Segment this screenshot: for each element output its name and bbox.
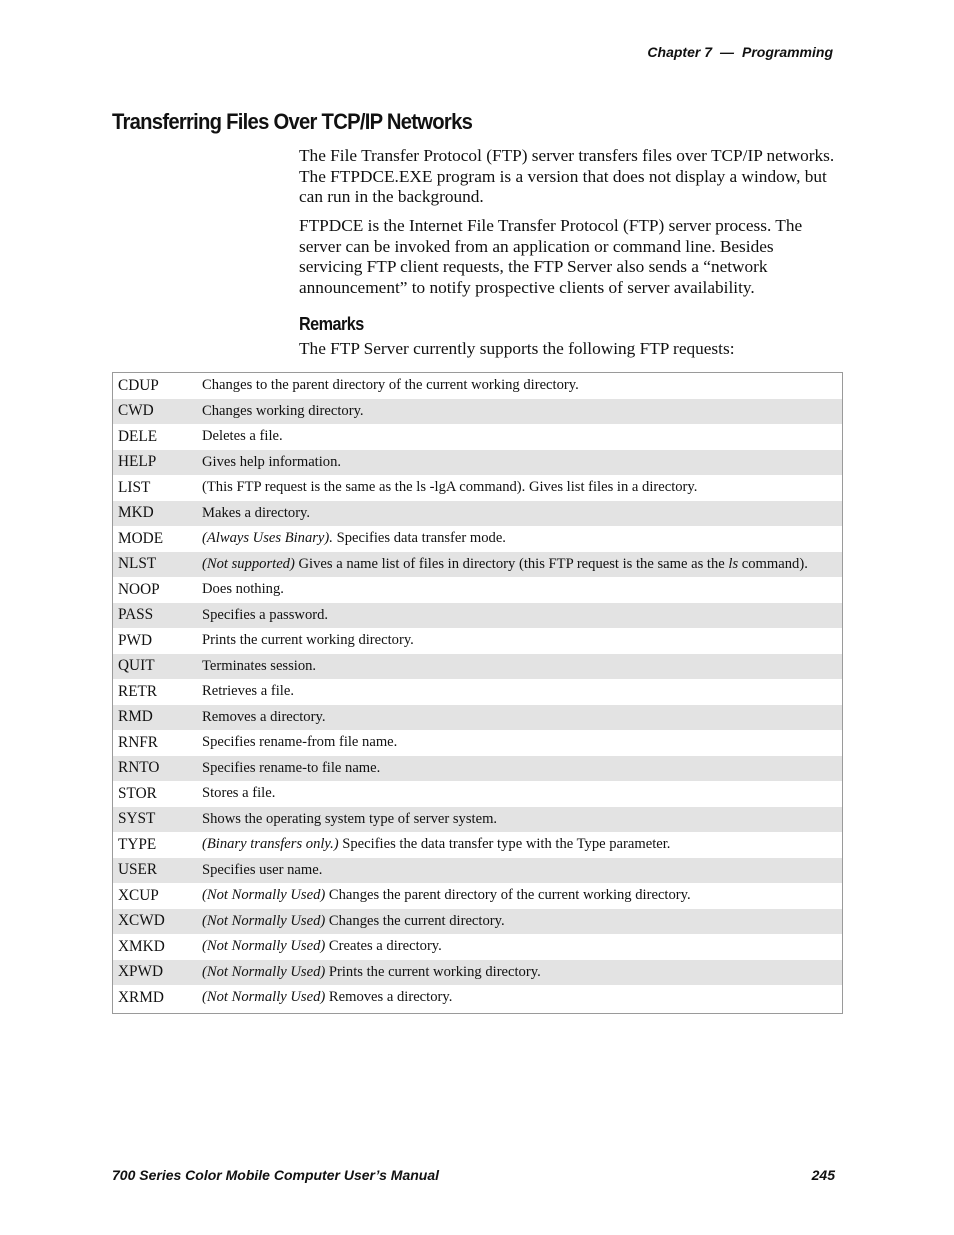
command-description-tail: command).: [741, 555, 808, 572]
remarks-heading: Remarks: [299, 314, 364, 334]
command-name: XPWD: [118, 963, 164, 981]
command-description-text: Changes the parent directory of the current working directory.: [328, 887, 691, 904]
command-name: RMD: [118, 708, 153, 726]
command-description: [202, 734, 842, 751]
command-name: DELE: [118, 427, 158, 445]
command-description-text: Deletes a file.: [202, 428, 283, 445]
header-separator: —: [719, 44, 734, 60]
table-row: [113, 960, 842, 986]
command-note: (Not Normally Used): [202, 912, 326, 929]
command-description-text: Specifies data transfer mode.: [336, 530, 506, 547]
command-description-text: Specifies user name.: [202, 861, 323, 878]
command-description-text: Stores a file.: [202, 785, 276, 802]
command-description-text: Changes the current directory.: [328, 912, 505, 929]
server-description-paragraph: FTPDCE is the Internet File Transfer Protocol (FTP) server process. The server can be invoked from an application or command line. Besides servicing FTP client requests, the FTP Server also sends a “network announcement” to notify prospective clients of server availability.: [299, 216, 803, 297]
command-note: (Not Normally Used): [202, 887, 326, 904]
command-description: [202, 938, 842, 955]
section-label: Programming: [741, 44, 833, 60]
table-row: [113, 832, 842, 858]
command-description: [202, 785, 842, 802]
command-name: RNTO: [118, 759, 160, 777]
command-name: SYST: [118, 810, 156, 828]
command-description: [202, 377, 842, 394]
command-name: USER: [118, 861, 158, 879]
command-name: NOOP: [118, 580, 160, 598]
command-description-text: Retrieves a file.: [202, 683, 294, 700]
command-description: [202, 913, 842, 930]
footer-manual-title: 700 Series Color Mobile Computer User’s Manual: [112, 1167, 440, 1183]
command-description-text: Makes a directory.: [202, 504, 311, 521]
command-name: MODE: [118, 529, 164, 547]
command-note: (Always Uses Binary).: [202, 530, 333, 547]
command-name: MKD: [118, 504, 154, 522]
command-description: [202, 607, 842, 624]
command-note: (Not Normally Used): [202, 989, 326, 1006]
command-description: [202, 683, 842, 700]
command-description-text: Prints the current working directory.: [328, 963, 541, 980]
command-description: [202, 836, 842, 853]
table-row: [113, 577, 842, 603]
command-description-text: Specifies the data transfer type with the Type parameter.: [342, 836, 671, 853]
command-description: [202, 989, 842, 1006]
command-name: XMKD: [118, 937, 165, 955]
command-name: NLST: [118, 555, 157, 573]
command-description-text: Specifies rename-to file name.: [202, 759, 381, 776]
chapter-label: Chapter 7: [647, 44, 712, 60]
table-row: [113, 705, 842, 731]
command-description-text: Shows the operating system type of server system.: [202, 810, 498, 827]
command-name: LIST: [118, 478, 151, 496]
command-name: PASS: [118, 606, 154, 624]
table-row: [113, 679, 842, 705]
table-row: [113, 756, 842, 782]
page-title: Transferring Files Over TCP/IP Networks: [112, 109, 473, 134]
command-description: [202, 632, 842, 649]
command-description-text: Does nothing.: [202, 581, 284, 598]
table-row: [113, 781, 842, 807]
command-description: [202, 581, 842, 598]
command-description-text: Changes to the parent directory of the current working directory.: [202, 377, 579, 394]
command-note: (Not supported): [202, 555, 295, 572]
table-row: [113, 603, 842, 629]
command-description-text: Removes a directory.: [202, 708, 326, 725]
command-description: [202, 887, 842, 904]
table-row: [113, 373, 842, 399]
command-name: XRMD: [118, 988, 164, 1006]
command-name: PWD: [118, 631, 152, 649]
command-name: QUIT: [118, 657, 155, 675]
table-row: [113, 934, 842, 960]
command-description-text: Prints the current working directory.: [202, 632, 414, 649]
table-row: [113, 730, 842, 756]
command-description: [202, 658, 842, 675]
command-description: [202, 403, 842, 420]
table-row: [113, 628, 842, 654]
command-name: XCUP: [118, 886, 159, 904]
table-row: [113, 501, 842, 527]
command-note: (Not Normally Used): [202, 963, 326, 980]
table-row: [113, 909, 842, 935]
table-row: [113, 985, 842, 1011]
table-row: [113, 552, 842, 578]
command-description: [202, 811, 842, 828]
command-name: CDUP: [118, 376, 159, 394]
command-description: [202, 505, 842, 522]
table-row: [113, 526, 842, 552]
command-description-text: Removes a directory.: [328, 989, 453, 1006]
table-row: [113, 424, 842, 450]
command-description-text: Specifies a password.: [202, 606, 329, 623]
command-name: RNFR: [118, 733, 158, 751]
intro-paragraph: The File Transfer Protocol (FTP) server transfers files over TCP/IP networks. The FTPDCE.EXE program is a version that does not display a window, but can run in the background.: [299, 146, 835, 206]
command-note: (Not Normally Used): [202, 938, 326, 955]
command-description-text: Terminates session.: [202, 657, 317, 674]
command-name: CWD: [118, 402, 154, 420]
ftp-commands-table: [112, 372, 843, 1014]
table-row: [113, 399, 842, 425]
command-description: [202, 428, 842, 445]
command-description-text: Specifies rename-from file name.: [202, 734, 398, 751]
command-name: TYPE: [118, 835, 157, 853]
command-description-text: Creates a directory.: [328, 938, 442, 955]
table-row: [113, 475, 842, 501]
table-row: [113, 654, 842, 680]
command-name: RETR: [118, 682, 158, 700]
command-description: [202, 530, 842, 547]
command-description: [202, 556, 842, 573]
command-description-text: Gives a name list of files in directory (this FTP request is the same as the: [298, 555, 725, 572]
command-name: XCWD: [118, 912, 165, 930]
command-description: [202, 964, 842, 981]
command-description: [202, 709, 842, 726]
table-row: [113, 883, 842, 909]
page-number: 245: [811, 1167, 835, 1183]
command-description: [202, 760, 842, 777]
command-description-text: Changes working directory.: [202, 402, 364, 419]
command-name: HELP: [118, 453, 157, 471]
table-row: [113, 858, 842, 884]
command-description-text: (This FTP request is the same as the ls -lgA command). Gives list files in a directory.: [202, 479, 698, 496]
command-description-text: Gives help information.: [202, 453, 342, 470]
table-row: [113, 807, 842, 833]
command-description: [202, 479, 842, 496]
command-description: [202, 862, 842, 879]
remarks-intro: The FTP Server currently supports the following FTP requests:: [299, 339, 735, 358]
command-name: STOR: [118, 784, 157, 802]
command-description-italic: ls: [728, 555, 739, 572]
running-header: [647, 44, 833, 60]
command-description: [202, 454, 842, 471]
command-note: (Binary transfers only.): [202, 836, 339, 853]
table-row: [113, 450, 842, 476]
